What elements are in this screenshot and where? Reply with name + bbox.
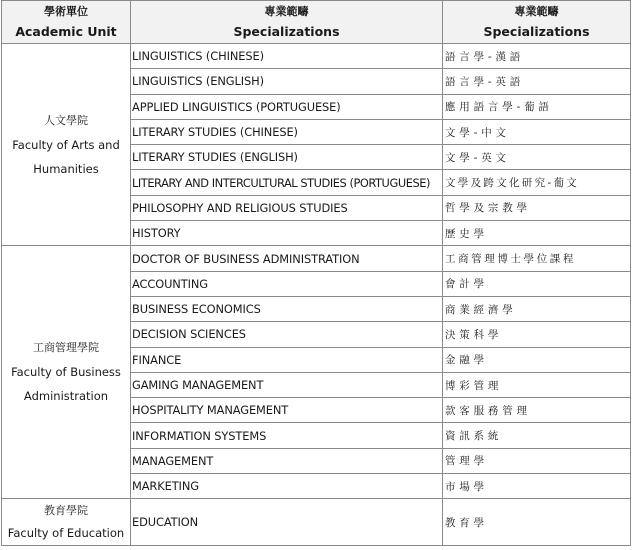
unit-name-en-line2: Administration [23,389,109,404]
header-specializations-zh [443,1,631,44]
unit-name-zh: 教育學院 [44,504,88,518]
header-unit-zh: 學術單位 [44,5,88,18]
spec-en: APPLIED LINGUISTICS (PORTUGUESE) [131,94,443,119]
spec-en: HISTORY [131,221,443,246]
spec-en: DECISION SCIENCES [131,322,443,347]
spec-en: LITERARY STUDIES (ENGLISH) [131,145,443,170]
spec-zh: 語言學-漢語 [443,44,631,69]
specializations-table [1,0,631,546]
table-row [2,44,631,69]
spec-en: EDUCATION [131,499,443,546]
spec-en: INFORMATION SYSTEMS [131,423,443,448]
header-unit-en: Academic Unit [15,24,117,39]
spec-zh: 款客服務管理 [443,398,631,423]
spec-en: LINGUISTICS (ENGLISH) [131,69,443,94]
spec-zh: 應用語言學-葡語 [443,94,631,119]
spec-en: LITERARY AND INTERCULTURAL STUDIES (PORTUGUESE) [131,170,443,195]
spec-zh: 文學及跨文化研究-葡文 [443,170,631,195]
spec-en: FINANCE [131,347,443,372]
spec-zh: 商業經濟學 [443,296,631,321]
spec-zh: 管理學 [443,448,631,473]
spec-zh: 金融學 [443,347,631,372]
spec-en: GAMING MANAGEMENT [131,372,443,397]
spec-zh: 文學-英文 [443,145,631,170]
spec-en: PHILOSOPHY AND RELIGIOUS STUDIES [131,195,443,220]
spec-en: MARKETING [131,474,443,499]
spec-zh: 會計學 [443,271,631,296]
spec-zh: 哲學及宗教學 [443,195,631,220]
unit-cell-business-administration [2,246,131,499]
spec-zh: 市場學 [443,474,631,499]
header-row [2,1,631,44]
spec-en: DOCTOR OF BUSINESS ADMINISTRATION [131,246,443,271]
unit-cell-education [2,499,131,546]
header-spec-zh-2: 專業範疇 [514,5,559,18]
table-row [2,246,631,271]
spec-en: HOSPITALITY MANAGEMENT [131,398,443,423]
unit-name-en-line1: Faculty of Business [11,365,121,380]
unit-cell-arts-humanities [2,44,131,246]
unit-name-zh: 工商管理學院 [33,341,99,355]
header-specializations-en [131,1,443,44]
spec-zh: 工商管理博士學位課程 [443,246,631,271]
spec-en: BUSINESS ECONOMICS [131,296,443,321]
spec-en: LITERARY STUDIES (CHINESE) [131,119,443,144]
spec-zh: 歷史學 [443,221,631,246]
spec-zh: 文學-中文 [443,119,631,144]
spec-zh: 語言學-英語 [443,69,631,94]
spec-en: LINGUISTICS (CHINESE) [131,44,443,69]
unit-name-en-line1: Faculty of Arts and [12,137,120,152]
table-row [2,499,631,546]
spec-zh: 決策科學 [443,322,631,347]
header-spec-en: Specializations [233,24,340,39]
unit-name-en-line1: Faculty of Education [7,526,125,541]
unit-name-zh: 人文學院 [44,113,88,127]
spec-zh: 教育學 [443,499,631,546]
spec-en: ACCOUNTING [131,271,443,296]
header-spec-zh: 專業範疇 [264,5,309,18]
header-academic-unit [2,1,131,44]
header-spec-en-2: Specializations [483,24,590,39]
spec-en: MANAGEMENT [131,448,443,473]
spec-zh: 博彩管理 [443,372,631,397]
unit-name-en-line2: Humanities [33,161,99,176]
spec-zh: 資訊系統 [443,423,631,448]
